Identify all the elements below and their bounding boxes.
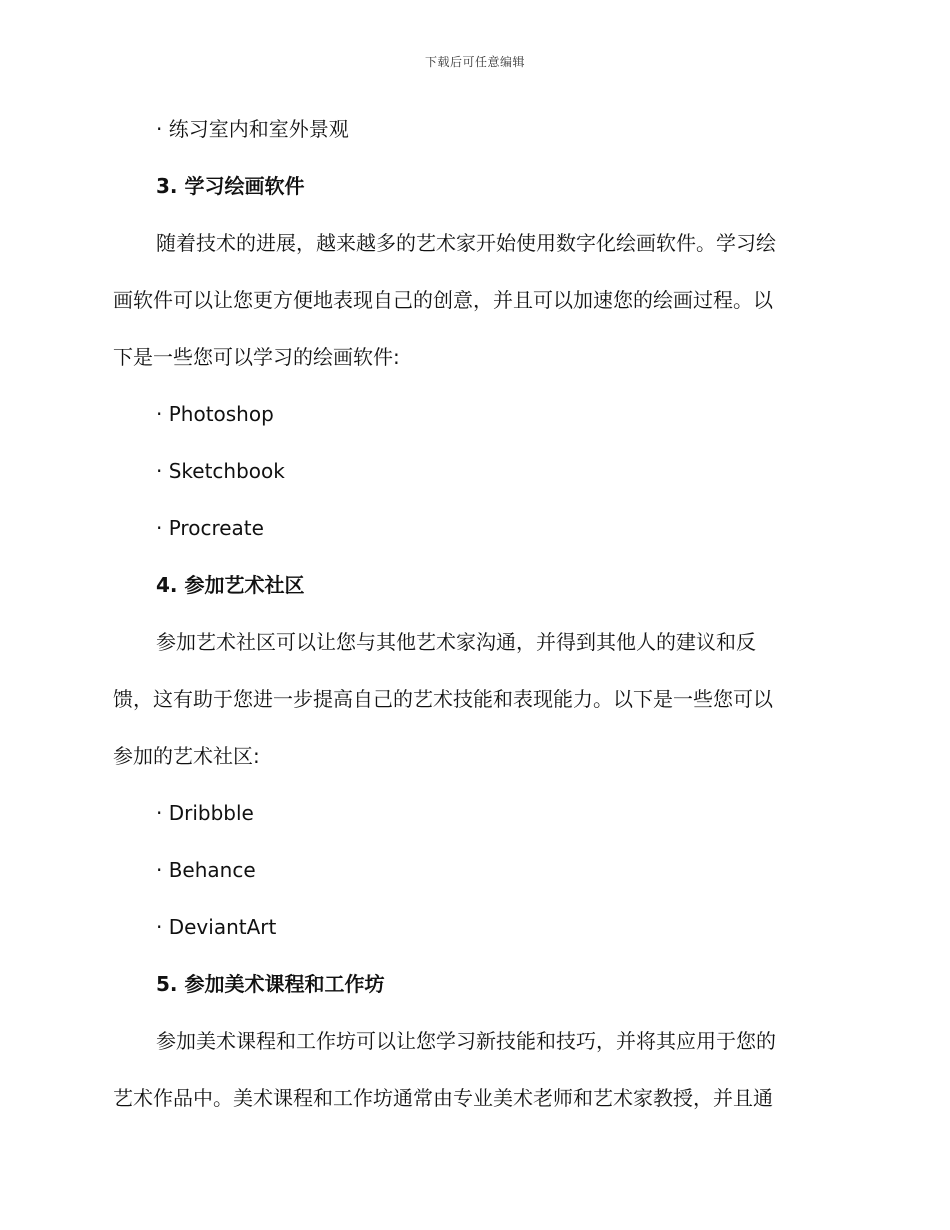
paragraph-line: 参加美术课程和工作坊可以让您学习新技能和技巧，并将其应用于您的 [156,1029,776,1053]
paragraph-line: 馈，这有助于您进一步提高自己的艺术技能和表现能力。以下是一些您可以 [113,687,773,711]
list-item-deviantart: · DeviantArt [156,915,277,939]
section-heading-3: 3. 学习绘画软件 [156,174,305,198]
list-item-sketchbook: · Sketchbook [156,459,285,483]
list-item-behance: · Behance [156,858,256,882]
list-item-dribbble: · Dribbble [156,801,254,825]
paragraph-line: 参加艺术社区可以让您与其他艺术家沟通，并得到其他人的建议和反 [156,630,756,654]
list-item-landscape: · 练习室内和室外景观 [156,117,349,141]
page-header-note: 下载后可任意编辑 [424,55,525,69]
paragraph-software [113,224,833,376]
list-item-photoshop: · Photoshop [156,402,274,426]
paragraph-line: 艺术作品中。美术课程和工作坊通常由专业美术老师和艺术家教授，并且通 [113,1086,773,1110]
document-body [113,110,833,1136]
paragraph-line: 随着技术的进展，越来越多的艺术家开始使用数字化绘画软件。学习绘 [156,231,776,255]
section-heading-5: 5. 参加美术课程和工作坊 [156,972,385,996]
paragraph-line: 参加的艺术社区: [113,744,260,768]
paragraph-community [113,623,833,775]
section-heading-4: 4. 参加艺术社区 [156,573,305,597]
paragraph-line: 画软件可以让您更方便地表现自己的创意，并且可以加速您的绘画过程。以 [113,288,773,312]
paragraph-courses [113,1022,833,1117]
paragraph-line: 下是一些您可以学习的绘画软件: [113,345,400,369]
list-item-procreate: · Procreate [156,516,264,540]
